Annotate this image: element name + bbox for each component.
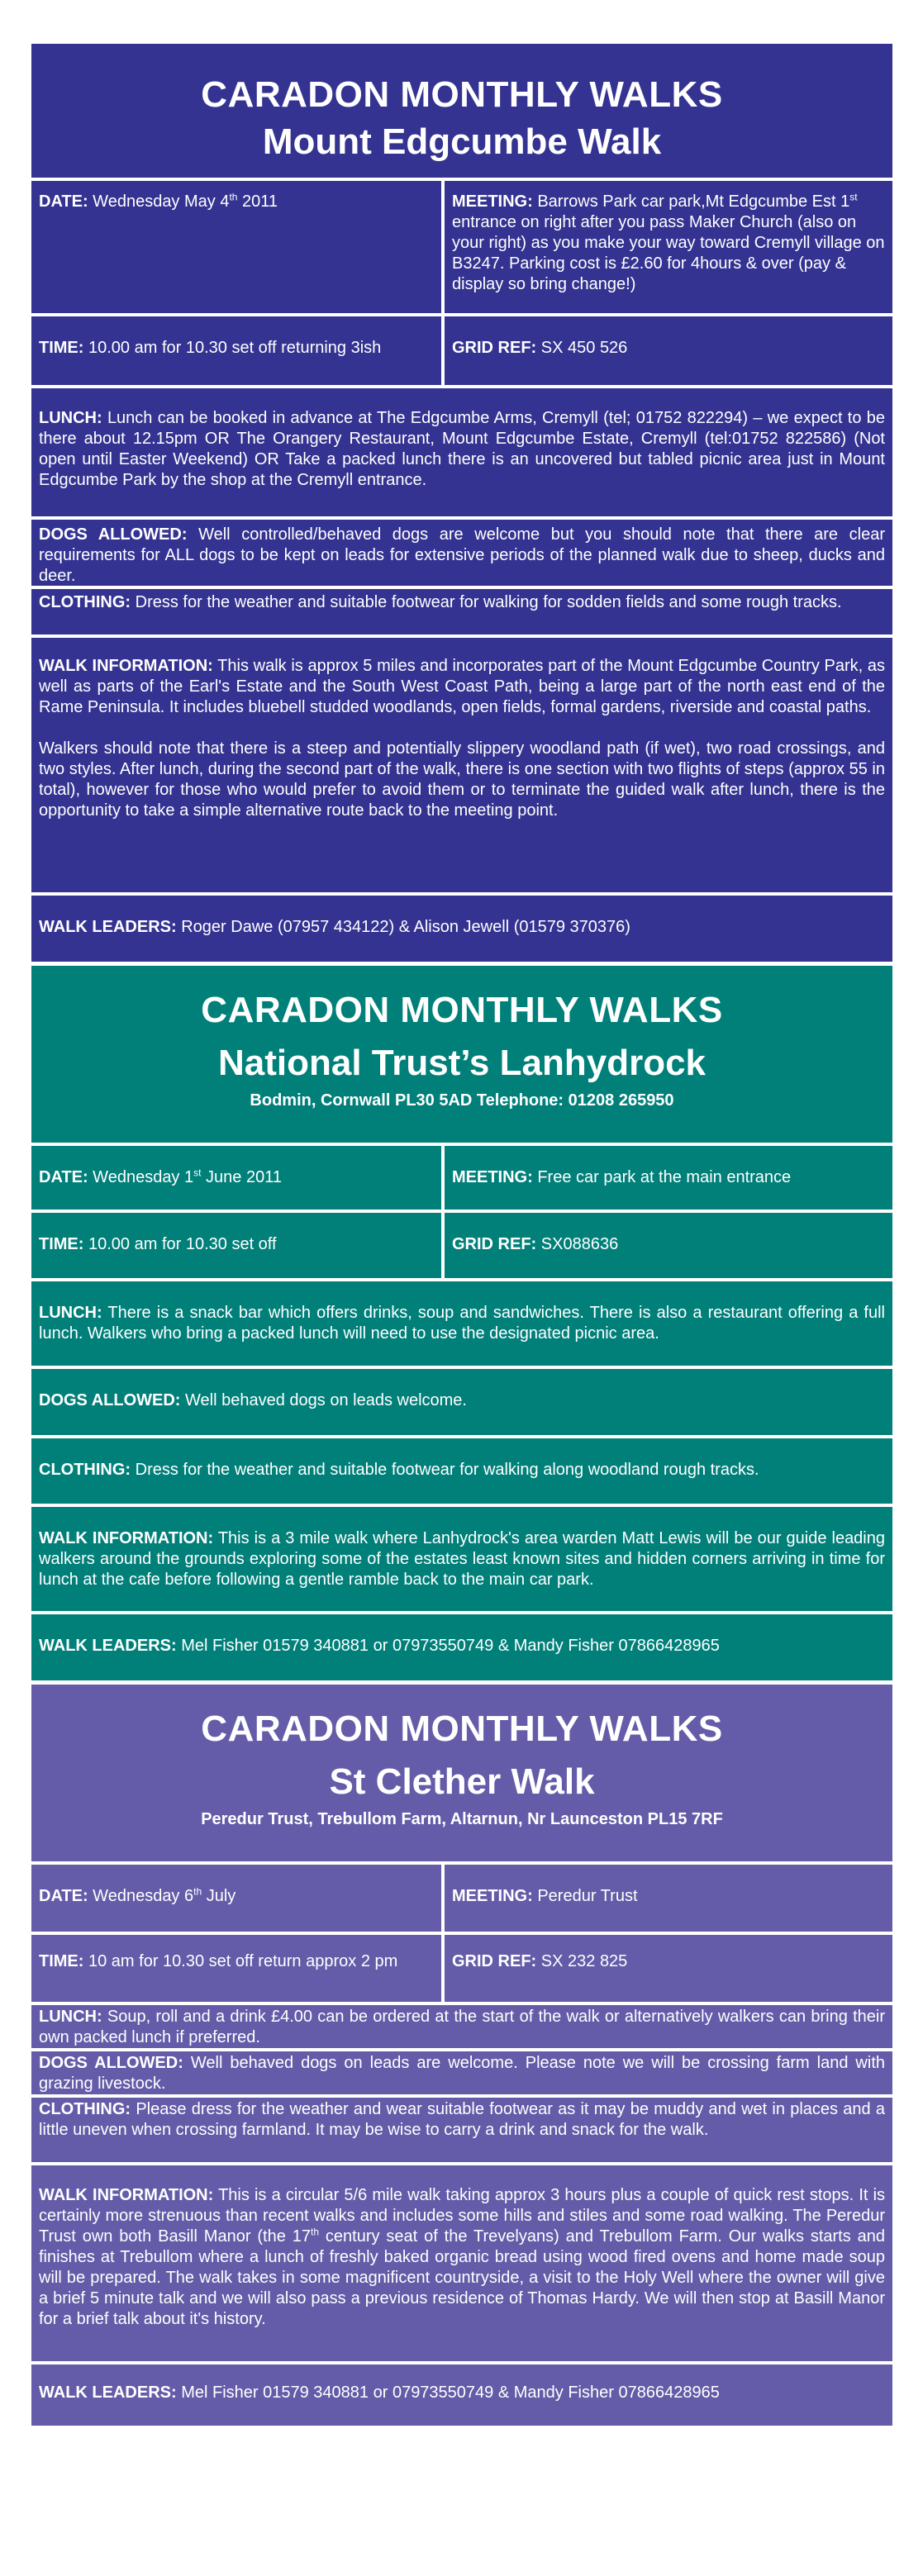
walk2-leaders-text: Mel Fisher 01579 340881 or 07973550749 & Mandy Fisher 07866428965 (176, 1637, 720, 1655)
walk2-time-cell (31, 1213, 445, 1278)
walk1-info-p2: Walkers should note that there is a steep and potentially slippery woodland path (if wet), two road crossings, and two styles. After lunch, during the second part of the walk, there is one section with two flights of steps (approx 55 in total), however for those who would prefer to avoid them or to terminate the guided walk after lunch, there is the opportunity to take a simple alternative route back to the meeting point. (39, 739, 885, 820)
walk3-info-cell (31, 2165, 892, 2361)
walk2-meeting-text: Free car park at the main entrance (532, 1168, 792, 1186)
walk2-leaders-cell (31, 1614, 892, 1680)
walk2-grid-cell (445, 1213, 892, 1278)
walk2-date-label: DATE: (39, 1168, 88, 1186)
walk2-info-row (31, 1507, 892, 1614)
walk3-time-text: 10 am for 10.30 set off return approx 2 pm (83, 1952, 398, 1970)
walk2-address: Bodmin, Cornwall PL30 5AD Telephone: 01208 265950 (250, 1091, 674, 1110)
walk3-grid-label: GRID REF: (452, 1952, 537, 1970)
walk1-grid-cell (445, 316, 892, 385)
walk3-time-cell (31, 1935, 445, 2002)
walk3-leaders-row (31, 2365, 892, 2426)
walk1-time-text: 10.00 am for 10.30 set off returning 3ish (83, 339, 382, 357)
walk1-info-p1: This walk is approx 5 miles and incorporates part of the Mount Edgcumbe Country Park, as well as parts of the Earl's Estate and the South West Coast Path, being a large part of the north east end of the Rame Peninsula. It includes bluebell studded woodlands, open fields, formal gardens, riverside and coastal paths. (39, 657, 886, 716)
walk3-info-label: WALK INFORMATION: (39, 2186, 214, 2204)
walk2-dogs-cell (31, 1369, 892, 1435)
walk2-grid-text: SX088636 (536, 1235, 619, 1253)
walk1-lunch-text: Lunch can be booked in advance at The Edgcumbe Arms, Cremyll (tel; 01752 822294) – we expect to be there about 12.15pm OR The Orangery Restaurant, Mount Edgcumbe Estate, Cremyll (tel:01752 822586) (Not open until Easter Weekend) OR Take a packed lunch there is an uncovered but tabled picnic area just in Mount Edgcumbe Park by the shop at the Cremyll entrance. (39, 409, 885, 489)
walk3-dogs-cell (31, 2051, 892, 2094)
walk2-time-text: 10.00 am for 10.30 set off (83, 1235, 277, 1253)
walk3-date-meeting-row (31, 1865, 892, 1935)
walk3-info-row (31, 2165, 892, 2365)
walk3-lunch-text: Soup, roll and a drink £4.00 can be ordered at the start of the walk or alternatively walkers can bring their own packed lunch if preferred. (39, 2008, 885, 2046)
walk2-lunch-cell (31, 1281, 892, 1366)
walk1-meeting-label: MEETING: (452, 192, 533, 211)
walk3-lunch-row (31, 2005, 892, 2051)
walk1-meeting-cell (445, 181, 892, 313)
walk3-clothing-cell (31, 2098, 892, 2162)
walk3-date-sup: th (193, 1885, 202, 1898)
walk1-grid-label: GRID REF: (452, 339, 537, 357)
walk1-date-meeting-row (31, 181, 892, 316)
walk1-clothing-cell (31, 589, 892, 634)
walk2-info-cell (31, 1507, 892, 1611)
walk1-time-cell (31, 316, 445, 385)
walk2-date-pre: Wednesday 1 (88, 1168, 194, 1186)
walk-section-st-clether (31, 1685, 892, 2426)
walk1-clothing-text: Dress for the weather and suitable footwear for walking for sodden fields and some rough tracks. (131, 593, 842, 611)
walk3-dogs-row (31, 2051, 892, 2098)
walk3-title: CARADON MONTHLY WALKS (201, 1709, 723, 1749)
walk1-lunch-row (31, 388, 892, 520)
walk1-leaders-text: Roger Dawe (07957 434122) & Alison Jewell (01579 370376) (176, 918, 630, 936)
walk3-lunch-cell (31, 2005, 892, 2048)
walk2-leaders-row (31, 1614, 892, 1680)
walk3-date-pre: Wednesday 6 (88, 1887, 194, 1905)
walk1-leaders-row (31, 896, 892, 962)
walk1-header (31, 44, 892, 181)
walk3-address: Peredur Trust, Trebullom Farm, Altarnun, Nr Launceston PL15 7RF (201, 1810, 723, 1828)
walk1-dogs-cell (31, 520, 892, 586)
walk3-clothing-text: Please dress for the weather and wear suitable footwear as it may be muddy and wet in places and a little uneven when crossing farmland. It may be wise to carry a drink and snack for the walk. (39, 2100, 885, 2139)
walk3-clothing-row (31, 2098, 892, 2165)
walk3-info-post: century seat of the Trevelyans) and Trebullom Farm. Our walks starts and finishes at Trebullom where a lunch of freshly baked organic bread using wood fired ovens and home made soup will be prepared. The walk takes in some magnificent countryside, a visit to the Holy Well where the owner will give a brief 5 minute talk and we will also pass a previous residence of Thomas Hardy. We will then stop at Basill Manor for a brief talk about it's history. (39, 2227, 886, 2328)
walk-section-mount-edgcumbe (31, 44, 892, 962)
walk1-name: Mount Edgcumbe Walk (262, 121, 662, 162)
walk1-leaders-label: WALK LEADERS: (39, 918, 177, 936)
walk1-date-post: 2011 (237, 192, 278, 211)
walk3-leaders-cell (31, 2365, 892, 2426)
walk1-dogs-row (31, 520, 892, 589)
walk1-title: CARADON MONTHLY WALKS (201, 74, 723, 115)
walk3-dogs-label: DOGS ALLOWED: (39, 2054, 183, 2072)
walk2-clothing-text: Dress for the weather and suitable footwear for walking along woodland rough tracks. (131, 1461, 759, 1479)
walk1-meeting-l2: entrance on right after you pass Maker Church (also on your right) as you make your way toward Cremyll village on B3247. Parking cost is £2.60 for 4hours & over (pay & display so bring change!) (452, 213, 885, 293)
walk1-date-sup: th (229, 191, 238, 203)
walk1-clothing-row (31, 589, 892, 638)
walk2-meeting-label: MEETING: (452, 1168, 533, 1186)
walk2-date-sup: st (193, 1167, 202, 1179)
walk3-meeting-cell (445, 1865, 892, 1932)
walk1-time-label: TIME: (39, 339, 84, 357)
walk2-lunch-text: There is a snack bar which offers drinks, soup and sandwiches. There is also a restaurant offering a full lunch. Walkers who bring a packed lunch will need to use the designated picnic area. (39, 1304, 885, 1343)
walk2-lunch-row (31, 1281, 892, 1369)
walk1-date-cell (31, 181, 445, 313)
walk3-dogs-text: Well behaved dogs on leads are welcome. Please note we will be crossing farm land with grazing livestock. (39, 2054, 886, 2093)
walk1-info-para1 (39, 656, 885, 718)
walk1-info-row (31, 638, 892, 896)
walk1-lunch-label: LUNCH: (39, 409, 102, 427)
walk1-clothing-label: CLOTHING: (39, 593, 131, 611)
walk3-time-grid-row (31, 1935, 892, 2005)
walk1-dogs-text: Well controlled/behaved dogs are welcome but you should note that there are clear requirements for ALL dogs to be kept on leads for extensive periods of the planned walk due to sheep, ducks and deer. (39, 525, 885, 585)
walk3-date-label: DATE: (39, 1887, 88, 1905)
walk1-meeting-l1: Barrows Park car park,Mt Edgcumbe Est 1 (532, 192, 850, 211)
walk1-time-grid-row (31, 316, 892, 388)
walk2-time-grid-row (31, 1213, 892, 1281)
walk3-leaders-label: WALK LEADERS: (39, 2384, 177, 2402)
walk3-leaders-text: Mel Fisher 01579 340881 or 07973550749 & Mandy Fisher 07866428965 (176, 2384, 720, 2402)
walk1-info-cell (31, 638, 892, 892)
walk3-name: St Clether Walk (329, 1761, 595, 1802)
walk2-time-label: TIME: (39, 1235, 84, 1253)
walk2-info-text: This is a 3 mile walk where Lanhydrock's area warden Matt Lewis will be our guide leading walkers around the grounds exploring some of the estates least known sites and hidden corners arriving in time for lunch at the cafe before following a gentle ramble back to the main car park. (39, 1529, 885, 1589)
walk2-grid-label: GRID REF: (452, 1235, 537, 1253)
walk2-dogs-text: Well behaved dogs on leads welcome. (180, 1391, 467, 1409)
walk3-time-label: TIME: (39, 1952, 84, 1970)
walk2-header (31, 966, 892, 1146)
walk1-date-pre: Wednesday May 4 (88, 192, 230, 211)
walk1-leaders-cell (31, 896, 892, 962)
walk2-clothing-row (31, 1438, 892, 1507)
walk2-dogs-label: DOGS ALLOWED: (39, 1391, 181, 1409)
walk1-lunch-cell (31, 388, 892, 516)
walk2-date-post: June 2011 (201, 1168, 282, 1186)
walk2-clothing-label: CLOTHING: (39, 1461, 131, 1479)
walk2-leaders-label: WALK LEADERS: (39, 1637, 177, 1655)
walk3-date-cell (31, 1865, 445, 1932)
walk3-header (31, 1685, 892, 1865)
walk1-dogs-label: DOGS ALLOWED: (39, 525, 188, 544)
walk2-date-cell (31, 1146, 445, 1210)
walk3-date-post: July (202, 1887, 236, 1905)
walk3-lunch-label: LUNCH: (39, 2008, 102, 2026)
walk1-meeting-sup: st (849, 191, 858, 203)
walk2-lunch-label: LUNCH: (39, 1304, 102, 1322)
walk3-grid-cell (445, 1935, 892, 2002)
walk1-grid-text: SX 450 526 (536, 339, 628, 357)
walks-flyer (31, 44, 892, 2426)
walk3-meeting-label: MEETING: (452, 1887, 533, 1905)
walk2-info-label: WALK INFORMATION: (39, 1529, 214, 1547)
walk3-info-pre: This is a circular 5/6 mile walk taking approx 3 hours plus a couple of quick rest stops. It is certainly more strenuous than recent walks and includes some hills and stiles and some road walking. The Peredur Trust own both Basill Manor (the 17 (39, 2186, 886, 2246)
walk2-dogs-row (31, 1369, 892, 1438)
walk1-date-label: DATE: (39, 192, 88, 211)
walk2-name: National Trust’s Lanhydrock (217, 1043, 707, 1083)
walk1-info-label: WALK INFORMATION: (39, 657, 213, 675)
walk3-meeting-text: Peredur Trust (532, 1887, 638, 1905)
walk2-date-meeting-row (31, 1146, 892, 1213)
walk3-grid-text: SX 232 825 (536, 1952, 628, 1970)
walk-section-lanhydrock (31, 966, 892, 1680)
walk2-meeting-cell (445, 1146, 892, 1210)
walk3-info-sup: th (311, 2226, 320, 2238)
walk2-clothing-cell (31, 1438, 892, 1504)
walk3-clothing-label: CLOTHING: (39, 2100, 131, 2118)
walk2-title: CARADON MONTHLY WALKS (201, 990, 723, 1030)
